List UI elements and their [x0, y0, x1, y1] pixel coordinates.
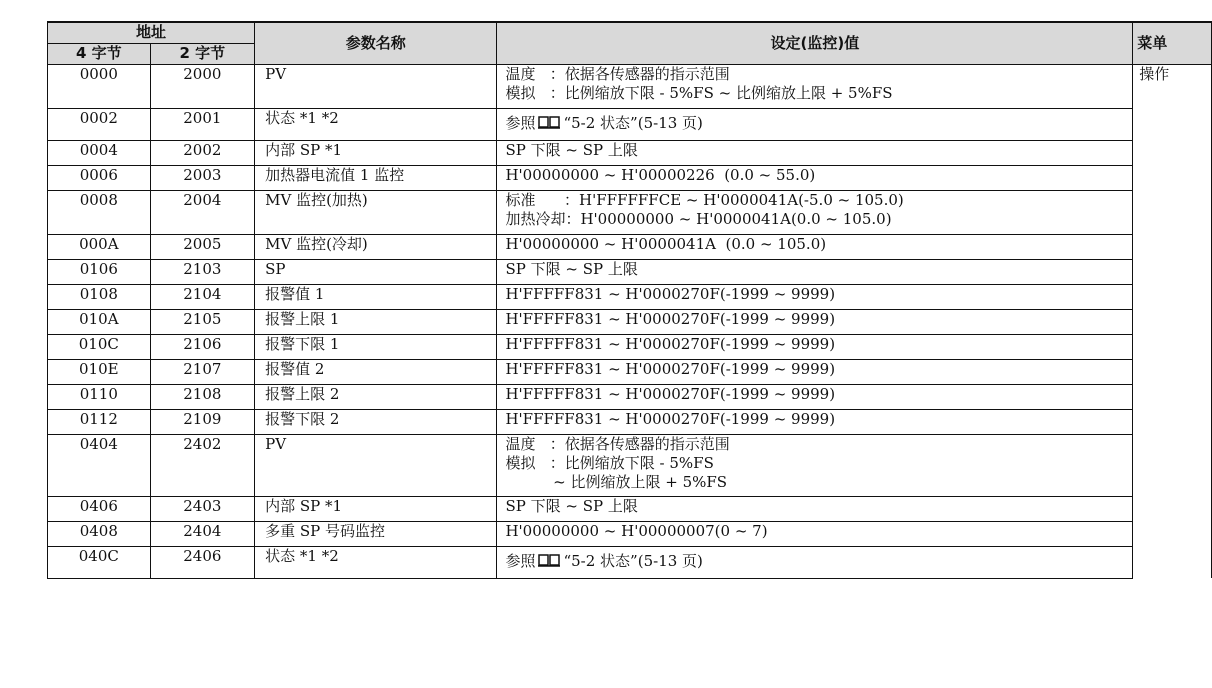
setting-value-cell	[497, 108, 1133, 140]
address-4byte-cell: 010C	[48, 334, 151, 359]
address-4byte-cell: 0404	[48, 434, 151, 496]
setting-value-cell	[497, 409, 1133, 434]
param-name-cell: PV	[255, 434, 497, 496]
value-line: 温度 ：依据各传感器的指示范围	[505, 64, 730, 83]
param-name-cell: 报警值 2	[255, 359, 497, 384]
value-line: SP 下限 ~ SP 上限	[505, 259, 638, 278]
setting-value-header: 设定(监控)值	[497, 22, 1133, 64]
table-row	[48, 259, 1212, 284]
address-4byte-cell: 0000	[48, 64, 151, 108]
address-4byte-cell: 0110	[48, 384, 151, 409]
setting-value-cell	[497, 284, 1133, 309]
param-name-cell: SP	[255, 259, 497, 284]
value-line: H'FFFFF831 ~ H'0000270F(-1999 ~ 9999)	[505, 384, 836, 403]
address-2byte-cell: 2003	[150, 165, 255, 190]
manual-book-icon	[537, 115, 561, 129]
table-row	[48, 384, 1212, 409]
reference-target: “5-2 状态”(5-13 页)	[563, 551, 703, 570]
value-line: 加热冷却：H'00000000 ~ H'0000041A(0.0 ~ 105.0)	[505, 209, 892, 228]
param-name-cell: 报警上限 1	[255, 309, 497, 334]
address-2byte-cell: 2004	[150, 190, 255, 234]
address-4byte-cell: 0408	[48, 521, 151, 546]
value-line: H'FFFFF831 ~ H'0000270F(-1999 ~ 9999)	[505, 309, 836, 328]
param-name-cell: 内部 SP *1	[255, 140, 497, 165]
table-row	[48, 334, 1212, 359]
value-line: ~ 比例缩放上限 + 5%FS	[505, 472, 728, 491]
setting-value-cell	[497, 309, 1133, 334]
value-line: 模拟 ：比例缩放下限 - 5%FS ~ 比例缩放上限 + 5%FS	[505, 83, 893, 102]
param-name-cell: 报警下限 2	[255, 409, 497, 434]
setting-value-cell	[497, 521, 1133, 546]
setting-value-cell	[497, 434, 1133, 496]
value-line: H'00000000 ~ H'00000226 (0.0 ~ 55.0)	[505, 165, 816, 184]
address-4byte-cell: 0008	[48, 190, 151, 234]
table-row	[48, 409, 1212, 434]
address-2byte-cell: 2108	[150, 384, 255, 409]
value-line: H'FFFFF831 ~ H'0000270F(-1999 ~ 9999)	[505, 409, 836, 428]
table-row	[48, 359, 1212, 384]
table-body	[48, 64, 1212, 578]
value-line: H'00000000 ~ H'0000041A (0.0 ~ 105.0)	[505, 234, 827, 253]
reference-line	[505, 114, 1132, 133]
table-row	[48, 140, 1212, 165]
address-2byte-cell: 2106	[150, 334, 255, 359]
param-name-cell: PV	[255, 64, 497, 108]
setting-value-cell	[497, 546, 1133, 578]
value-line: 标准 ：H'FFFFFFCE ~ H'0000041A(-5.0 ~ 105.0)	[505, 190, 904, 209]
table-row	[48, 165, 1212, 190]
value-line: H'00000000 ~ H'00000007(0 ~ 7)	[505, 521, 768, 540]
address-2byte-cell: 2403	[150, 496, 255, 521]
setting-value-cell	[497, 190, 1133, 234]
reference-line	[505, 552, 1132, 571]
address-4byte-cell: 0112	[48, 409, 151, 434]
setting-value-cell	[497, 234, 1133, 259]
address-4byte-cell: 0002	[48, 108, 151, 140]
param-name-cell: 报警上限 2	[255, 384, 497, 409]
setting-value-cell	[497, 64, 1133, 108]
bytes4-header: 4 字节	[48, 43, 151, 64]
param-name-cell: 报警下限 1	[255, 334, 497, 359]
param-name-cell: 加热器电流值 1 监控	[255, 165, 497, 190]
address-4byte-cell: 010E	[48, 359, 151, 384]
address-2byte-cell: 2406	[150, 546, 255, 578]
value-line: SP 下限 ~ SP 上限	[505, 496, 638, 515]
address-2byte-cell: 2107	[150, 359, 255, 384]
reference-target: “5-2 状态”(5-13 页)	[563, 113, 703, 132]
address-4byte-cell: 0004	[48, 140, 151, 165]
table-row	[48, 190, 1212, 234]
address-2byte-cell: 2002	[150, 140, 255, 165]
table-row	[48, 434, 1212, 496]
setting-value-cell	[497, 140, 1133, 165]
param-name-cell: MV 监控(冷却)	[255, 234, 497, 259]
table-row	[48, 496, 1212, 521]
menu-cell: 操作	[1133, 64, 1212, 578]
address-4byte-cell: 010A	[48, 309, 151, 334]
value-line: 模拟 ：比例缩放下限 - 5%FS	[505, 453, 714, 472]
value-line: SP 下限 ~ SP 上限	[505, 140, 638, 159]
address-2byte-cell: 2104	[150, 284, 255, 309]
setting-value-cell	[497, 496, 1133, 521]
value-line: H'FFFFF831 ~ H'0000270F(-1999 ~ 9999)	[505, 284, 836, 303]
reference-prefix: 参照	[505, 113, 536, 132]
table-row	[48, 284, 1212, 309]
reference-prefix: 参照	[505, 551, 536, 570]
address-2byte-cell: 2001	[150, 108, 255, 140]
setting-value-cell	[497, 384, 1133, 409]
address-4byte-cell: 0108	[48, 284, 151, 309]
manual-book-icon	[537, 553, 561, 567]
menu-header: 菜单	[1133, 22, 1212, 64]
setting-value-cell	[497, 334, 1133, 359]
address-4byte-cell: 0006	[48, 165, 151, 190]
address-header: 地址	[48, 22, 255, 43]
address-2byte-cell: 2105	[150, 309, 255, 334]
address-2byte-cell: 2103	[150, 259, 255, 284]
setting-value-cell	[497, 359, 1133, 384]
parameter-table	[47, 21, 1212, 579]
table-row	[48, 309, 1212, 334]
param-name-cell: 内部 SP *1	[255, 496, 497, 521]
address-4byte-cell: 040C	[48, 546, 151, 578]
address-4byte-cell: 0406	[48, 496, 151, 521]
address-2byte-cell: 2402	[150, 434, 255, 496]
value-line: 温度 ：依据各传感器的指示范围	[505, 434, 730, 453]
address-2byte-cell: 2404	[150, 521, 255, 546]
address-2byte-cell: 2000	[150, 64, 255, 108]
param-name-cell: 报警值 1	[255, 284, 497, 309]
table-row	[48, 64, 1212, 108]
setting-value-cell	[497, 165, 1133, 190]
address-4byte-cell: 000A	[48, 234, 151, 259]
param-name-cell: MV 监控(加热)	[255, 190, 497, 234]
param-name-cell: 多重 SP 号码监控	[255, 521, 497, 546]
table-row	[48, 521, 1212, 546]
value-line: H'FFFFF831 ~ H'0000270F(-1999 ~ 9999)	[505, 334, 836, 353]
param-name-cell: 状态 *1 *2	[255, 546, 497, 578]
param-name-cell: 状态 *1 *2	[255, 108, 497, 140]
bytes2-header: 2 字节	[150, 43, 255, 64]
table-row	[48, 234, 1212, 259]
address-2byte-cell: 2109	[150, 409, 255, 434]
table-row	[48, 546, 1212, 578]
address-4byte-cell: 0106	[48, 259, 151, 284]
address-2byte-cell: 2005	[150, 234, 255, 259]
value-line: H'FFFFF831 ~ H'0000270F(-1999 ~ 9999)	[505, 359, 836, 378]
table-row	[48, 108, 1212, 140]
param-name-header: 参数名称	[255, 22, 497, 64]
setting-value-cell	[497, 259, 1133, 284]
